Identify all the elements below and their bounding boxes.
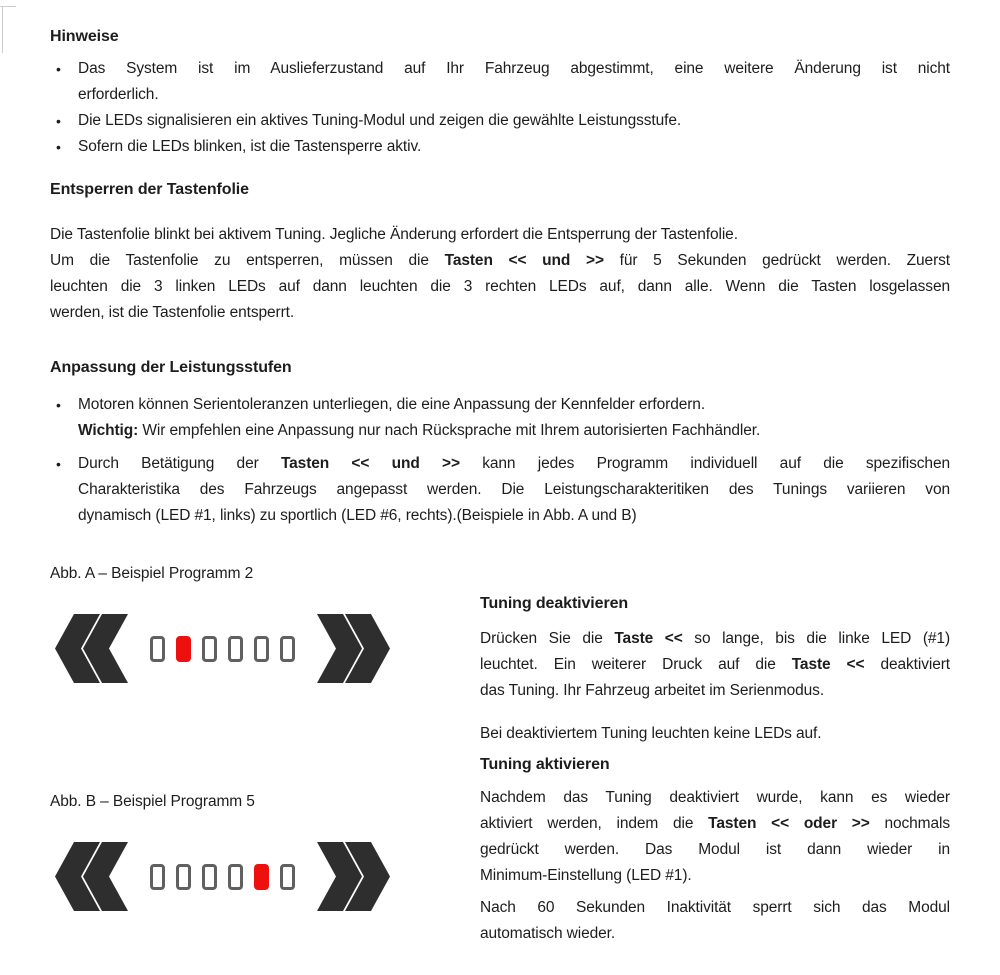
section-title-tuning-deaktivieren: Tuning deaktivieren	[480, 595, 629, 612]
double-chevron-right-icon	[317, 842, 390, 911]
bullet-marker: •	[56, 61, 61, 77]
bold-text-segment: Tasten << und >>	[444, 252, 604, 269]
text-segment: das Tuning. Ihr Fahrzeug arbeitet im Serienmodus.	[480, 682, 825, 699]
paragraph-group	[78, 418, 950, 444]
text-line	[78, 477, 950, 503]
text-line	[480, 863, 950, 889]
text-segment: dynamisch (LED #1, links) zu sportlich (LED #6, rechts).(Beispiele in Abb. A und B)	[78, 507, 637, 524]
bullet-text	[78, 392, 950, 444]
text-segment: leuchten die 3 linken LEDs auf dann leuchten die 3 rechten LEDs auf, dann alle. Wenn die Tasten losgelassen	[50, 278, 950, 295]
bullet-text	[78, 451, 950, 529]
bullet-item	[50, 451, 950, 529]
figure-a	[50, 561, 480, 683]
led-active	[254, 864, 269, 890]
text-segment: Die LEDs signalisieren ein aktives Tuning-Modul und zeigen die gewählte Leistungsstufe.	[78, 112, 682, 129]
led-row	[150, 864, 295, 890]
led-off	[150, 636, 165, 662]
bullet-text	[78, 134, 950, 160]
paragraph-group	[78, 108, 950, 134]
text-segment: Motoren können Serientoleranzen unterliegen, die eine Anpassung der Kennfelder erfordern.	[78, 396, 706, 413]
text-segment: gedrückt werden. Das Modul ist dann wieder in	[480, 841, 950, 858]
led-off	[228, 864, 243, 890]
text-segment: werden, ist die Tastenfolie entsperrt.	[50, 304, 295, 321]
section-title-anpassung: Anpassung der Leistungsstufen	[50, 359, 292, 376]
text-line	[480, 721, 950, 747]
text-segment: Nachdem das Tuning deaktiviert wurde, kann es wieder	[480, 789, 950, 806]
text-segment: deaktiviert	[864, 656, 951, 673]
anpassung-bullet-list	[50, 392, 950, 529]
text-line	[78, 56, 950, 82]
figure-a-label: Abb. A – Beispiel Programm 2	[50, 565, 254, 582]
section-title-entsperren: Entsperren der Tastenfolie	[50, 181, 249, 198]
bullet-marker: •	[56, 113, 61, 129]
paragraph-group	[78, 451, 950, 529]
text-segment: für 5 Sekunden gedrückt werden. Zuerst	[603, 252, 950, 269]
text-segment: Durch Betätigung der	[78, 455, 281, 472]
text-line	[78, 451, 950, 477]
text-segment: Wir empfehlen eine Anpassung nur nach Rücksprache mit Ihrem autorisierten Fachhändler.	[138, 422, 761, 439]
bold-text-segment: Tasten << oder >>	[708, 815, 870, 832]
led-active	[176, 636, 191, 662]
bold-text-segment: Wichtig:	[78, 422, 139, 439]
led-off	[150, 864, 165, 890]
paragraph-group	[480, 785, 950, 889]
text-line	[480, 785, 950, 811]
text-line	[78, 82, 950, 108]
led-off	[280, 864, 295, 890]
paragraph-group	[480, 895, 950, 947]
section-entsperren	[50, 180, 950, 326]
bullet-item	[50, 392, 950, 444]
paragraph-group	[50, 248, 950, 326]
figure-a-graphic	[55, 614, 480, 683]
text-line	[480, 626, 950, 652]
section-hinweise	[50, 27, 950, 160]
led-off	[176, 864, 191, 890]
paragraph-group	[480, 626, 950, 704]
section-title-tuning-aktivieren: Tuning aktivieren	[480, 756, 610, 773]
bold-text-segment: Tasten << und >>	[280, 455, 460, 472]
led-off	[280, 636, 295, 662]
text-line	[50, 248, 950, 274]
text-segment: Sofern die LEDs blinken, ist die Tastensperre aktiv.	[78, 138, 422, 155]
text-line	[78, 108, 950, 134]
bullet-text	[78, 108, 950, 134]
text-line	[480, 921, 950, 947]
bullet-marker: •	[56, 397, 61, 413]
bullet-item	[50, 108, 950, 134]
paragraph-group	[78, 392, 950, 418]
text-line	[480, 678, 950, 704]
paragraph-group	[78, 56, 950, 108]
scan-artifact-vertical	[2, 7, 3, 53]
text-line	[78, 418, 950, 444]
text-segment: leuchtet. Ein weiterer Druck auf die	[480, 656, 792, 673]
led-row	[150, 636, 295, 662]
double-chevron-left-icon	[55, 842, 128, 911]
deaktivieren-paragraph-1	[480, 626, 950, 704]
section-title-hinweise: Hinweise	[50, 28, 119, 45]
text-line	[78, 392, 950, 418]
text-line	[78, 134, 950, 160]
aktivieren-paragraph-1	[480, 785, 950, 889]
text-segment: erforderlich.	[78, 86, 159, 103]
lower-two-column-area	[50, 561, 950, 947]
section-anpassung	[50, 358, 950, 529]
text-line	[78, 503, 950, 529]
text-segment: nochmals	[869, 815, 950, 832]
bullet-marker: •	[56, 456, 61, 472]
entsperren-paragraph	[50, 222, 950, 326]
led-off	[254, 636, 269, 662]
text-segment: Drücken Sie die	[480, 630, 615, 647]
text-line	[480, 895, 950, 921]
figures-column	[50, 561, 480, 947]
text-line	[50, 300, 950, 326]
bullet-text	[78, 56, 950, 108]
text-line	[480, 811, 950, 837]
text-segment: Charakteristika des Fahrzeugs angepasst werden. Die Leistungscharakteritiken des Tunings variieren von	[78, 481, 950, 498]
text-segment: aktiviert werden, indem die	[480, 815, 709, 832]
double-chevron-left-icon	[55, 614, 128, 683]
figure-b-label: Abb. B – Beispiel Programm 5	[50, 793, 255, 810]
text-segment: so lange, bis die linke LED (#1)	[682, 630, 951, 647]
text-segment: Die Tastenfolie blinkt bei aktivem Tuning. Jegliche Änderung erfordert die Entsperrung der Tastenfolie.	[50, 226, 738, 243]
led-off	[202, 636, 217, 662]
text-segment: automatisch wieder.	[480, 925, 616, 942]
double-chevron-right-icon	[317, 614, 390, 683]
paragraph-group	[480, 721, 950, 747]
hinweise-bullet-list	[50, 56, 950, 160]
text-segment: Bei deaktiviertem Tuning leuchten keine LEDs auf.	[480, 725, 822, 742]
figure-b	[50, 789, 480, 911]
text-segment: Nach 60 Sekunden Inaktivität sperrt sich das Modul	[480, 899, 950, 916]
text-line	[50, 274, 950, 300]
bold-text-segment: Taste <<	[791, 656, 865, 673]
bullet-item	[50, 56, 950, 108]
text-segment: Um die Tastenfolie zu entsperren, müssen die	[50, 252, 445, 269]
aktivieren-paragraph-2	[480, 895, 950, 947]
led-off	[228, 636, 243, 662]
text-line	[50, 222, 950, 248]
text-segment: Das System ist im Auslieferzustand auf Ihr Fahrzeug abgestimmt, eine weitere Änderung ist nicht	[78, 60, 950, 77]
text-segment: kann jedes Programm individuell auf die spezifischen	[459, 455, 950, 472]
paragraph-group	[78, 134, 950, 160]
tuning-text-column	[480, 561, 950, 947]
bullet-marker: •	[56, 139, 61, 155]
bullet-item	[50, 134, 950, 160]
text-line	[480, 652, 950, 678]
paragraph-group	[50, 222, 950, 248]
deaktivieren-paragraph-2	[480, 721, 950, 747]
led-off	[202, 864, 217, 890]
bold-text-segment: Taste <<	[614, 630, 683, 647]
text-segment: Minimum-Einstellung (LED #1).	[480, 867, 692, 884]
figure-b-graphic	[55, 842, 480, 911]
text-line	[480, 837, 950, 863]
